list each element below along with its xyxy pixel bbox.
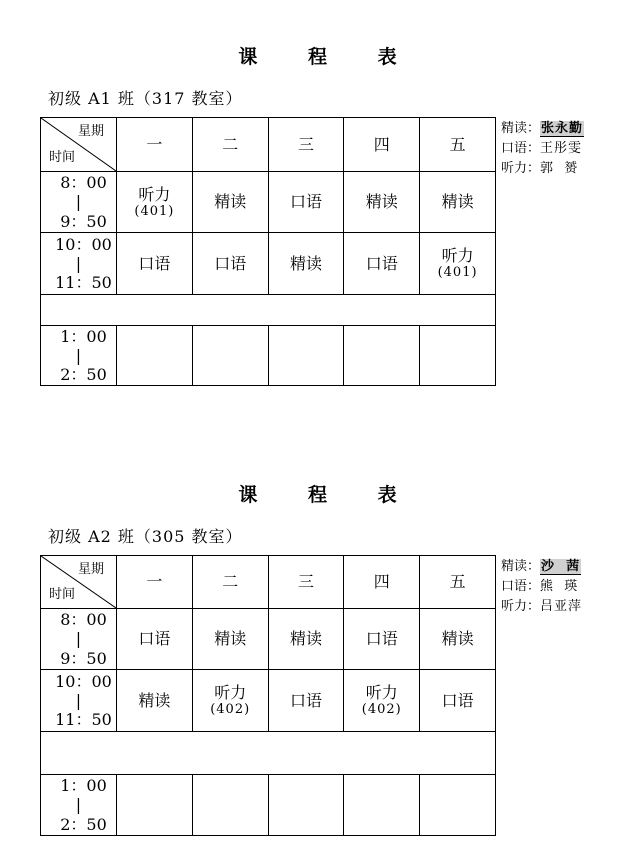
time-start: 8：00 xyxy=(60,173,107,193)
course-name: 听力 xyxy=(138,184,171,204)
corner-header xyxy=(41,556,117,609)
course-cell xyxy=(117,670,193,732)
break-cell xyxy=(41,295,496,326)
course-cell xyxy=(268,775,344,836)
course-room: (402) xyxy=(361,702,402,718)
course-room: (402) xyxy=(210,702,251,718)
corner-time-label: 时间 xyxy=(49,587,76,603)
course-name: 口语 xyxy=(365,253,398,273)
time-end: 11：50 xyxy=(55,710,112,730)
teacher-name-highlighted: 沙 茜 xyxy=(541,559,581,574)
teacher-name-highlighted: 张永勤 xyxy=(541,121,584,136)
course-name: 精读 xyxy=(365,192,398,212)
day-header: 一 xyxy=(117,556,193,609)
time-start: 10：00 xyxy=(55,671,112,691)
course-name: 口语 xyxy=(289,192,322,212)
course-cell xyxy=(420,670,496,732)
course-room: (401) xyxy=(134,203,175,219)
time-separator: | xyxy=(75,345,82,365)
day-header: 四 xyxy=(344,556,420,609)
time-slot xyxy=(41,172,117,233)
corner-weekday-label: 星期 xyxy=(77,124,104,139)
course-name: 精读 xyxy=(441,629,474,649)
table-row xyxy=(41,670,496,732)
time-end: 9：50 xyxy=(60,211,107,231)
table-row xyxy=(41,326,496,386)
teacher-name: 熊 瑛 xyxy=(540,579,579,594)
day-header: 五 xyxy=(420,556,496,609)
time-slot xyxy=(41,670,117,732)
teacher-subject: 口语： xyxy=(501,141,541,156)
course-name: 口语 xyxy=(138,253,171,273)
course-name: 口语 xyxy=(441,690,474,710)
schedule-table xyxy=(40,117,496,386)
course-cell xyxy=(268,326,344,386)
course-cell xyxy=(344,670,420,732)
course-cell xyxy=(344,326,420,386)
break-cell xyxy=(41,732,496,775)
course-name: 精读 xyxy=(214,629,247,649)
teacher-subject: 精读： xyxy=(501,121,541,136)
course-name: 听力 xyxy=(214,683,247,703)
schedule-title: 课 程 表 xyxy=(238,484,419,506)
teacher-row xyxy=(501,139,584,159)
time-separator: | xyxy=(75,690,82,710)
course-name: 口语 xyxy=(214,253,247,273)
teacher-row xyxy=(501,159,584,179)
course-name: 精读 xyxy=(138,690,171,710)
course-name: 口语 xyxy=(365,629,398,649)
course-cell xyxy=(420,775,496,836)
corner-time-label: 时间 xyxy=(49,150,76,166)
day-header: 三 xyxy=(268,556,344,609)
course-cell xyxy=(117,609,193,670)
time-end: 9：50 xyxy=(60,648,107,668)
course-name: 听力 xyxy=(441,246,474,266)
time-separator: | xyxy=(75,253,82,273)
course-cell xyxy=(420,326,496,386)
time-slot xyxy=(41,775,117,836)
time-start: 1：00 xyxy=(60,326,107,346)
course-cell xyxy=(117,172,193,233)
course-cell xyxy=(117,233,193,295)
lunch-break-row xyxy=(41,295,496,326)
course-cell xyxy=(192,326,268,386)
course-name: 精读 xyxy=(441,192,474,212)
time-start: 10：00 xyxy=(55,234,112,254)
teacher-subject: 口语： xyxy=(501,579,541,594)
teacher-row xyxy=(501,577,582,597)
time-slot xyxy=(41,233,117,295)
teacher-name: 吕亚萍 xyxy=(540,599,583,614)
course-cell xyxy=(420,609,496,670)
course-cell xyxy=(117,326,193,386)
course-cell xyxy=(420,233,496,295)
teacher-subject: 精读： xyxy=(501,559,541,574)
table-row xyxy=(41,609,496,670)
course-cell xyxy=(268,233,344,295)
time-start: 1：00 xyxy=(60,776,107,796)
course-name: 听力 xyxy=(365,683,398,703)
day-header: 二 xyxy=(192,556,268,609)
course-cell xyxy=(192,609,268,670)
course-cell xyxy=(117,775,193,836)
course-name: 精读 xyxy=(214,192,247,212)
teacher-list xyxy=(501,557,582,617)
time-separator: | xyxy=(75,192,82,212)
day-header: 五 xyxy=(420,118,496,172)
day-header: 二 xyxy=(192,118,268,172)
course-cell xyxy=(268,172,344,233)
class-label: 初级 A2 班（305 教室） xyxy=(48,527,243,546)
time-slot xyxy=(41,326,117,386)
teacher-name: 王彤雯 xyxy=(540,141,583,156)
lunch-break-row xyxy=(41,732,496,775)
corner-weekday-label: 星期 xyxy=(77,562,104,577)
course-name: 口语 xyxy=(138,629,171,649)
teacher-list xyxy=(501,119,584,179)
schedule-table xyxy=(40,555,496,836)
teacher-subject: 听力： xyxy=(501,599,541,614)
table-row xyxy=(41,233,496,295)
course-cell xyxy=(192,233,268,295)
course-cell xyxy=(192,775,268,836)
course-cell xyxy=(344,609,420,670)
teacher-row xyxy=(501,557,582,577)
time-separator: | xyxy=(75,629,82,649)
course-cell xyxy=(344,775,420,836)
table-row xyxy=(41,775,496,836)
corner-header xyxy=(41,118,117,172)
time-end: 11：50 xyxy=(55,273,112,293)
teacher-name: 郭 赟 xyxy=(540,161,579,176)
course-cell xyxy=(192,670,268,732)
course-room: (401) xyxy=(437,265,478,281)
time-start: 8：00 xyxy=(60,610,107,630)
course-name: 精读 xyxy=(289,629,322,649)
teacher-subject: 听力： xyxy=(501,161,541,176)
table-row xyxy=(41,172,496,233)
day-header: 四 xyxy=(344,118,420,172)
time-end: 2：50 xyxy=(60,365,107,385)
day-header: 三 xyxy=(268,118,344,172)
course-cell xyxy=(268,609,344,670)
course-name: 精读 xyxy=(289,253,322,273)
time-slot xyxy=(41,609,117,670)
class-label: 初级 A1 班（317 教室） xyxy=(48,89,243,108)
teacher-row xyxy=(501,597,582,617)
course-cell xyxy=(344,233,420,295)
course-cell xyxy=(268,670,344,732)
time-end: 2：50 xyxy=(60,814,107,834)
course-cell xyxy=(344,172,420,233)
course-name: 口语 xyxy=(289,690,322,710)
day-header: 一 xyxy=(117,118,193,172)
schedule-title: 课 程 表 xyxy=(238,46,419,68)
course-cell xyxy=(192,172,268,233)
course-cell xyxy=(420,172,496,233)
teacher-row xyxy=(501,119,584,139)
time-separator: | xyxy=(75,795,82,815)
